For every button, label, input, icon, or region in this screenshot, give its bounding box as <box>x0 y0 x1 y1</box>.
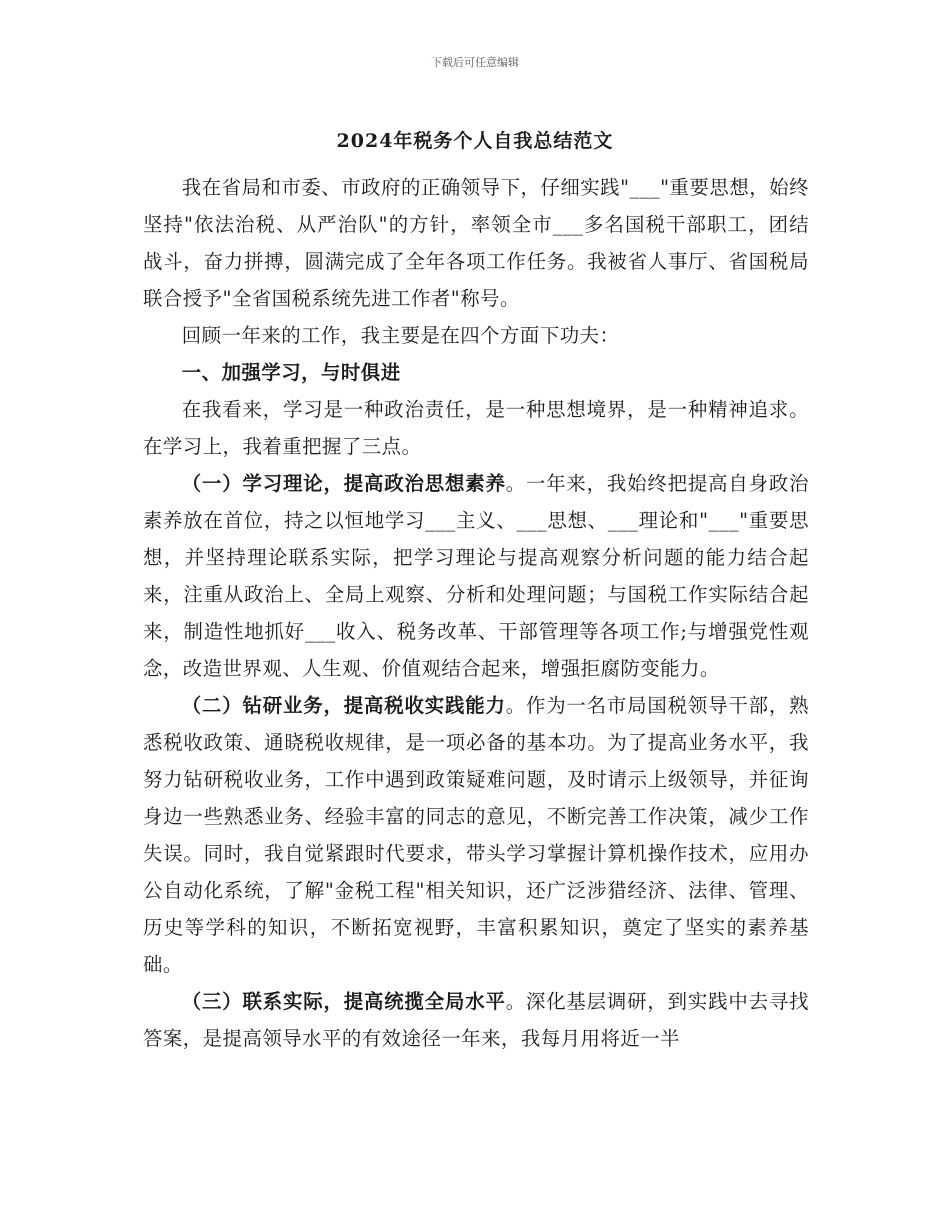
item-1-text: 。一年来，我始终把提高自身政治素养放在首位，持之以恒地学习___主义、___思想、___理论和"___"重要思想，并坚持理论联系实际，把学习理论与提高观察分析问题的能力结合起来，注重从政治上、全局上观察、分析和处理问题；与国税工作实际结合起来，制造性地抓好___收入、税务改革、干部管理等各项工作;与增强党性观念，改造世界观、人生观、价值观结合起来，增强拒腐防变能力。 <box>143 472 810 680</box>
item-2-lead: （二）钻研业务，提高税收实践能力 <box>181 694 506 717</box>
item-2-text: 。作为一名市局国税领导干部，熟悉税收政策、通晓税收规律，是一项必备的基本功。为了提高业务水平，我努力钻研税收业务，工作中遇到政策疑难问题，及时请示上级领导，并征询身边一些熟悉业务、经验丰富的同志的意见，不断完善工作决策，减少工作失误。同时，我自觉紧跟时代要求，带头学习掌握计算机操作技术，应用办公自动化系统，了解"金税工程"相关知识，还广泛涉猎经济、法律、管理、历史等学科的知识，不断拓宽视野，丰富积累知识，奠定了坚实的素养基础。 <box>143 694 810 976</box>
document-body <box>143 169 809 1057</box>
item-1-paragraph <box>143 465 809 687</box>
item-3-text: 。深化基层调研，到实践中去寻找答案，是提高领导水平的有效途径一年来，我每月用将近一半 <box>143 990 810 1050</box>
document-title: 2024年税务个人自我总结范文 <box>336 130 614 152</box>
intro-paragraph: 我在省局和市委、市政府的正确领导下，仔细实践"___"重要思想，始终坚持"依法治税、从严治队"的方针，率领全市___多名国税干部职工，团结战斗，奋力拼搏，圆满完成了全年各项工作任务。我被省人事厅、省国税局联合授予"全省国税系统先进工作者"称号。 <box>143 176 809 310</box>
item-3-lead: （三）联系实际，提高统揽全局水平 <box>181 990 506 1013</box>
item-2-paragraph <box>143 687 809 983</box>
overview-paragraph: 回顾一年来的工作，我主要是在四个方面下功夫： <box>181 324 620 347</box>
page-header-note: 下载后可任意编辑 <box>431 56 519 69</box>
section-heading-1: 一、加强学习，与时俱进 <box>181 361 401 384</box>
item-1-lead: （一）学习理论，提高政治思想素养 <box>181 472 506 495</box>
section-1-intro-paragraph: 在我看来，学习是一种政治责任，是一种思想境界，是一种精神追求。在学习上，我着重把握了三点。 <box>143 398 809 458</box>
item-3-paragraph <box>143 983 809 1057</box>
